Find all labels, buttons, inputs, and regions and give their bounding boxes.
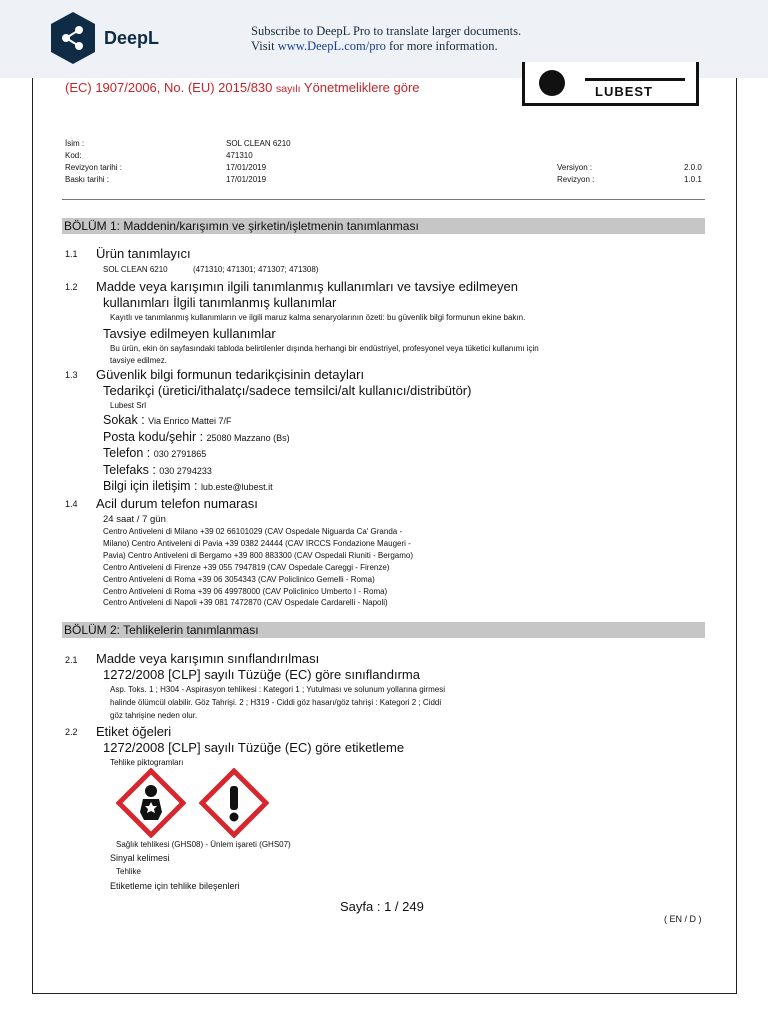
telefaks-field: Telefaks : 030 2794233	[103, 463, 212, 477]
meta-revizyon-tarihi-value: 17/01/2019	[226, 163, 267, 172]
meta-baski-tarihi-label: Baskı tarihi :	[65, 175, 110, 184]
center-line: Centro Antiveleni di Roma +39 06 3054343 (CAV Policlinico Gemelli - Roma)	[103, 575, 375, 584]
section2-heading: BÖLÜM 2: Tehlikelerin tanımlanması	[62, 622, 705, 638]
meta-versiyon-value: 2.0.0	[684, 163, 702, 172]
posta-field: Posta kodu/şehir : 25080 Mazzano (Bs)	[103, 430, 290, 444]
gear-icon	[539, 70, 565, 96]
center-line: Centro Antiveleni di Firenze +39 055 7947819 (CAV Ospedale Careggi - Firenze)	[103, 563, 390, 572]
page-number: Sayfa : 1 / 249	[340, 899, 424, 914]
pictograms-label: Tehlike piktogramları	[110, 758, 184, 767]
signal-word-value: Tehlike	[116, 867, 141, 876]
center-line: Pavia) Centro Antiveleni di Bergamo +39 800 883300 (CAV Ospedali Riuniti - Bergamo)	[103, 551, 414, 560]
center-line: Milano) Centro Antiveleni di Pavia +39 0382 24444 (CAV IRCCS Fondazione Maugeri -	[103, 539, 411, 548]
s2-1-title: Madde veya karışımın sınıflandırılması	[96, 651, 320, 666]
s1-1-number: 1.1	[65, 249, 78, 259]
signal-word-label: Sinyal kelimesi	[110, 853, 170, 863]
meta-kod-label: Kod:	[65, 151, 82, 160]
s2-1-subtitle: 1272/2008 [CLP] sayılı Tüzüğe (EC) göre sınıflandırma	[103, 667, 420, 682]
regulation-title: (EC) 1907/2006, No. (EU) 2015/830 sayılı Yönetmeliklere göre	[65, 80, 420, 95]
meta-revizyon-value: 1.0.1	[684, 175, 702, 184]
s1-2-title-line2: kullanımları İlgili tanımlanmış kullanımlar	[103, 295, 337, 310]
s1-3-subtitle: Tedarikçi (üretici/ithalatçı/sadece temsilci/alt kullanıcı/distribütör)	[103, 383, 472, 398]
pictogram-caption: Sağlık tehlikesi (GHS08) - Ünlem işareti (GHS07)	[116, 840, 291, 849]
sokak-field: Sokak : Via Enrico Mattei 7/F	[103, 413, 232, 427]
lubest-logo-text: LUBEST	[595, 84, 653, 99]
s1-2-sub-text-line1: Bu ürün, ekin ön sayfasındaki tabloda belirtilenler dışında herhangi bir endüstriyel, profesyonel veya tüketici kullanımı için	[110, 344, 539, 353]
s1-3-title: Güvenlik bilgi formunun tedarikçisinin detayları	[96, 367, 365, 382]
deepl-logo[interactable]	[48, 10, 159, 66]
s1-2-text: Kayıtlı ve tanımlanmış kullanımların ve ilgili maruz kalma senaryolarının özeti: bu güvenlik bilgi formunun ekine bakın.	[110, 313, 526, 322]
s1-2-title-line1: Madde veya karışımın ilgili tanımlanmış kullanımları ve tavsiye edilmeyen	[96, 279, 518, 294]
lubest-logo	[522, 62, 699, 106]
s1-2-sub-text-line2: tavsiye edilmez.	[110, 356, 167, 365]
classification-line: göz tahrişine neden olur.	[110, 711, 198, 720]
bilgi-field: Bilgi için iletişim : lub.este@lubest.it	[103, 479, 273, 493]
telefon-field: Telefon : 030 2791865	[103, 446, 207, 460]
s2-2-subtitle: 1272/2008 [CLP] sayılı Tüzüğe (EC) göre etiketleme	[103, 740, 405, 755]
deepl-pro-link[interactable]: www.DeepL.com/pro	[277, 39, 386, 53]
meta-isim-value: SOL CLEAN 6210	[226, 139, 291, 148]
meta-versiyon-label: Versiyon :	[557, 163, 593, 172]
contact-email: lub.este@lubest.it	[200, 482, 273, 492]
center-line: Centro Antiveleni di Roma +39 06 49978000 (CAV Policlinico Umberto I - Roma)	[103, 587, 388, 596]
classification-line: halinde ölümcül olabilir. Göz Tahrişi. 2 ; H319 - Ciddi göz hasarı/göz tahrişi : Kategori 2 ; Ciddi	[110, 698, 442, 707]
supplier-name: Lubest Srl	[110, 401, 147, 410]
deepl-share-icon	[48, 10, 98, 66]
meta-baski-tarihi-value: 17/01/2019	[226, 175, 267, 184]
product-name: SOL CLEAN 6210	[103, 265, 168, 274]
emergency-hours: 24 saat / 7 gün	[103, 514, 166, 525]
meta-revizyon-tarihi-label: Revizyon tarihi :	[65, 163, 122, 172]
s1-2-subtitle: Tavsiye edilmeyen kullanımlar	[103, 326, 276, 341]
subscribe-line2: Visit www.DeepL.com/pro for more information.	[251, 39, 498, 53]
s1-2-number: 1.2	[65, 282, 78, 292]
meta-kod-value: 471310	[226, 151, 253, 160]
meta-isim-label: İsim :	[65, 139, 85, 148]
page-frame	[32, 27, 737, 994]
s1-3-number: 1.3	[65, 370, 78, 380]
s2-1-number: 2.1	[65, 655, 78, 665]
section1-heading: BÖLÜM 1: Maddenin/karışımın ve şirketin/işletmenin tanımlanması	[62, 218, 705, 234]
center-line: Centro Antiveleni di Napoli +39 081 7472870 (CAV Ospedale Cardarelli - Napoli)	[103, 598, 388, 607]
s1-1-title: Ürün tanımlayıcı	[96, 246, 191, 261]
deepl-brand-text: DeepL	[104, 27, 160, 48]
s1-4-title: Acil durum telefon numarası	[96, 496, 258, 511]
s2-2-number: 2.2	[65, 727, 78, 737]
s1-4-number: 1.4	[65, 499, 78, 509]
subscribe-line1: Subscribe to DeepL Pro to translate larger documents.	[251, 24, 522, 38]
center-line: Centro Antiveleni di Milano +39 02 66101029 (CAV Ospedale Niguarda Ca' Granda -	[103, 527, 403, 536]
product-codes: (471310; 471301; 471307; 471308)	[193, 265, 319, 274]
meta-revizyon-label: Revizyon :	[557, 175, 595, 184]
classification-line: Asp. Toks. 1 ; H304 - Aspirasyon tehlikesi : Kategori 1 ; Yutulması ve solunum yollarına girmesi	[110, 685, 445, 694]
hazard-components-label: Etiketleme için tehlike bileşenleri	[110, 881, 240, 891]
language-code: ( EN / D )	[664, 914, 702, 924]
subscribe-message	[251, 24, 521, 54]
s2-2-title: Etiket öğeleri	[96, 724, 172, 739]
